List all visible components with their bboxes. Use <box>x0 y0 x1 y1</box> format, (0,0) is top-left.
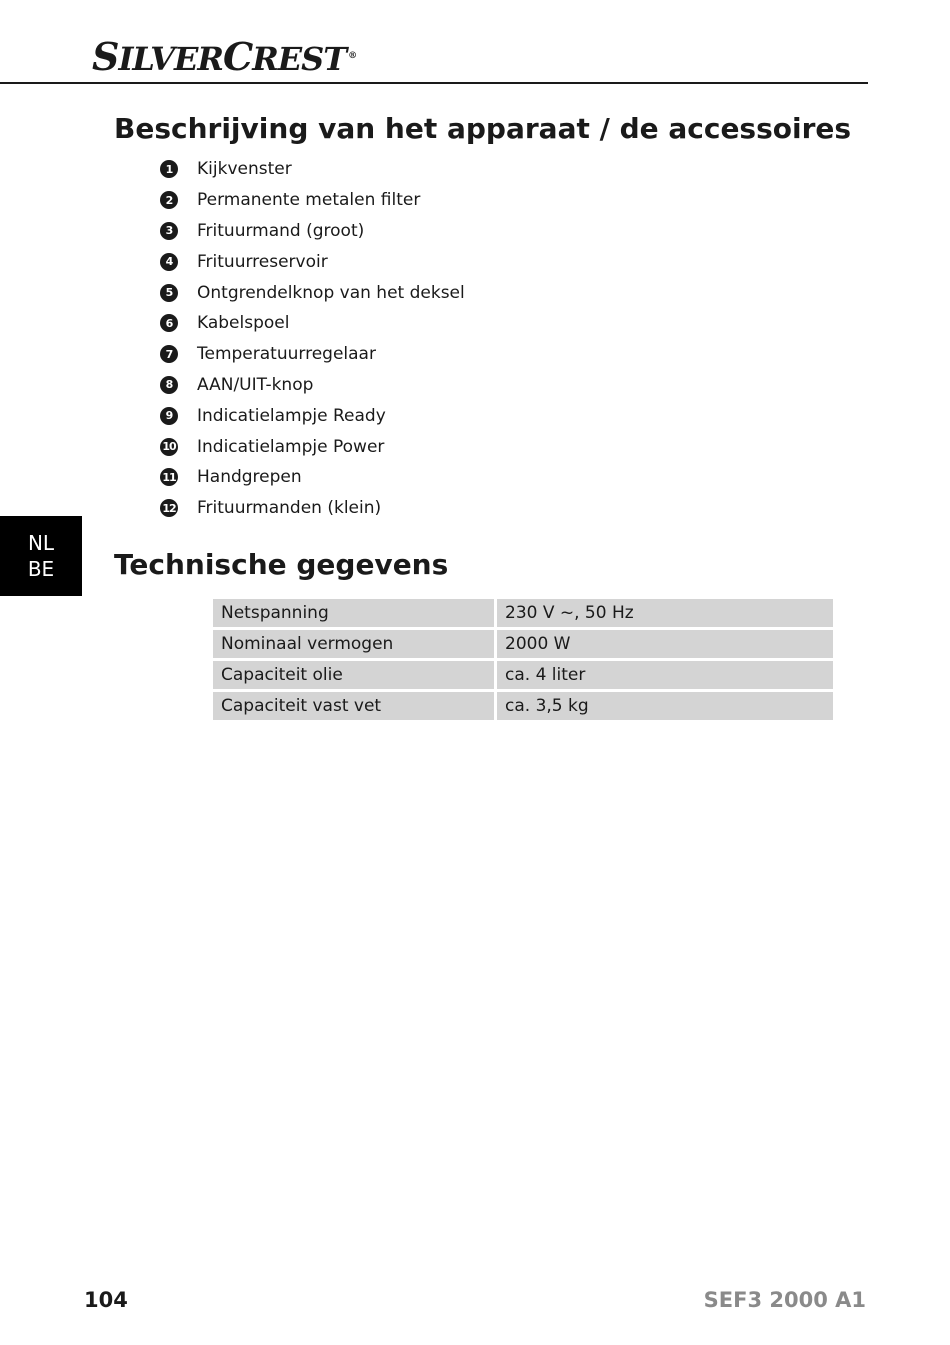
list-item <box>160 493 465 524</box>
language-code-nl: NL <box>27 531 55 555</box>
part-label: Kijkvenster <box>197 159 292 180</box>
page-number: 104 <box>84 1288 128 1312</box>
list-item <box>160 308 465 339</box>
number-badge: 8 <box>160 376 178 394</box>
list-item <box>160 154 465 185</box>
brand-logo: SILVERCREST ® <box>92 34 357 79</box>
part-label: Permanente metalen filter <box>197 190 421 211</box>
part-label: Indicatielampje Power <box>197 436 385 457</box>
list-item <box>160 246 465 277</box>
part-label: Handgrepen <box>197 467 302 488</box>
list-item <box>160 216 465 247</box>
list-item <box>160 339 465 370</box>
spec-key: Capaciteit vast vet <box>213 692 494 720</box>
model-number: SEF3 2000 A1 <box>703 1288 866 1312</box>
number-badge: 9 <box>160 407 178 425</box>
section-title-description: Beschrijving van het apparaat / de accessoires <box>114 112 852 145</box>
list-item <box>160 431 465 462</box>
part-label: Kabelspoel <box>197 313 290 334</box>
list-item <box>160 370 465 401</box>
part-label: Frituurmanden (klein) <box>197 498 382 519</box>
number-badge: 2 <box>160 191 178 209</box>
spec-value: 230 V ~, 50 Hz <box>497 599 833 627</box>
part-label: Frituurreservoir <box>197 251 328 272</box>
spec-value: ca. 3,5 kg <box>497 692 833 720</box>
part-label: Indicatielampje Ready <box>197 405 386 426</box>
number-badge: 10 <box>160 438 178 456</box>
table-row <box>213 630 833 658</box>
parts-list <box>160 154 465 524</box>
language-code-be: BE <box>27 557 55 581</box>
spec-key: Nominaal vermogen <box>213 630 494 658</box>
part-label: AAN/UIT-knop <box>197 374 314 395</box>
spec-key: Capaciteit olie <box>213 661 494 689</box>
table-row <box>213 599 833 627</box>
number-badge: 5 <box>160 284 178 302</box>
header-divider <box>0 82 868 84</box>
list-item <box>160 185 465 216</box>
spec-value: 2000 W <box>497 630 833 658</box>
spec-table <box>210 596 836 723</box>
number-badge: 1 <box>160 160 178 178</box>
spec-value: ca. 4 liter <box>497 661 833 689</box>
table-row <box>213 692 833 720</box>
section-title-tech: Technische gegevens <box>114 548 449 581</box>
number-badge: 4 <box>160 253 178 271</box>
list-item <box>160 277 465 308</box>
number-badge: 3 <box>160 222 178 240</box>
part-label: Temperatuurregelaar <box>197 344 376 365</box>
spec-key: Netspanning <box>213 599 494 627</box>
part-label: Ontgrendelknop van het deksel <box>197 282 465 303</box>
number-badge: 7 <box>160 345 178 363</box>
language-tab <box>0 516 82 596</box>
number-badge: 12 <box>160 499 178 517</box>
table-row <box>213 661 833 689</box>
list-item <box>160 462 465 493</box>
list-item <box>160 400 465 431</box>
number-badge: 11 <box>160 468 178 486</box>
number-badge: 6 <box>160 314 178 332</box>
part-label: Frituurmand (groot) <box>197 220 365 241</box>
